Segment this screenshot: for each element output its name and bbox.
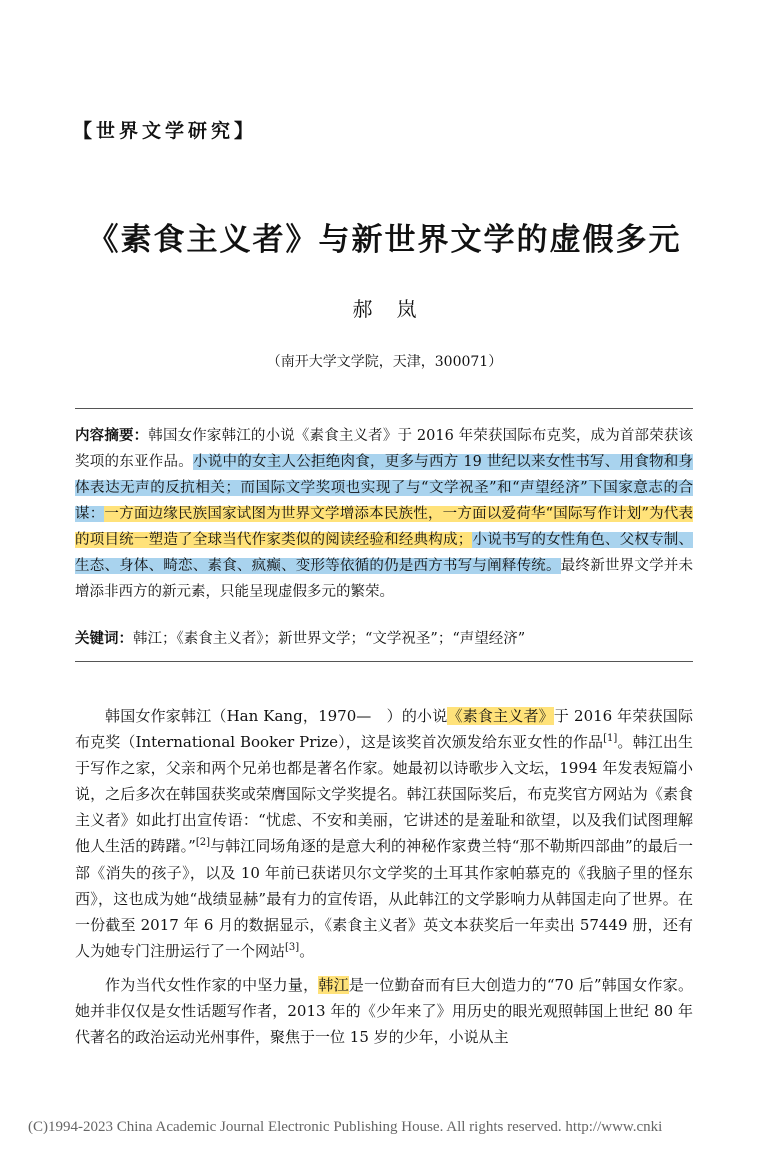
p1-text-a: 韩国女作家韩江（Han Kang，1970— ）的小说 xyxy=(105,707,448,725)
keywords xyxy=(75,628,693,650)
abstract-text-1: 韩国女作家韩江的小说《素食主义者》于 2016 年荣获国际布克奖，成为首部荣获该奖项的东亚作品。 xyxy=(75,428,693,470)
abstract-label: 内容摘要： xyxy=(75,428,149,444)
affiliation: （南开大学文学院，天津，300071） xyxy=(266,354,503,370)
p2-text-b: 是一位勤奋而有巨大创造力的“70 后”韩国女作家。她并非仅仅是女性话题写作者，2013 年的《少年来了》用历史的眼光观照韩国上世纪 80 年代著名的政治运动光州事件，聚焦于一位 15 岁的少年，小说从主 xyxy=(75,975,693,1047)
p2-highlight: 韩江 xyxy=(318,975,349,994)
body-text xyxy=(75,703,693,1050)
keywords-label: 关键词： xyxy=(75,631,133,647)
p1-text-b: 于 2016 年荣获国际布克奖（International Booker Prize），这是该奖首次颁发给东亚女性的作品 xyxy=(75,707,693,752)
abstract-highlight-yellow: 一方面边缘民族国家试图为世界文学增添本民族性，一方面以爱荷华“国际写作计划”为代表的项目统一塑造了全球当代作家类似的阅读经验和经典构成； xyxy=(75,506,694,548)
abstract-top-rule xyxy=(75,408,693,409)
footnote-ref-3: [3] xyxy=(285,941,300,953)
p1-highlight: 《素食主义者》 xyxy=(447,707,554,725)
body-paragraph-1 xyxy=(75,703,693,964)
abstract-highlight-blue-1: 小说中的女主人公拒绝肉食，更多与西方 19 世纪以来女性书写、用食物和身体表达无声的反抗相关；而国际文学奖项也实现了与“文学祝圣”和“声望经济”下国家意志的合谋： xyxy=(75,454,693,522)
abstract xyxy=(75,423,693,605)
footnote-ref-1: [1] xyxy=(603,733,618,745)
p2-text-a: 作为当代女性作家的中坚力量， xyxy=(105,975,319,994)
article-title: 《素食主义者》与新世界文学的虚假多元 xyxy=(87,222,682,258)
abstract-bottom-rule xyxy=(75,661,693,662)
keywords-text: 韩江；《素食主义者》；新世界文学；“文学祝圣”；“声望经济” xyxy=(133,631,526,647)
body-paragraph-2 xyxy=(75,972,693,1050)
p1-text-c: 。韩江出生于写作之家，父亲和两个兄弟也都是著名作家。她最初以诗歌步入文坛，1994 年发表短篇小说，之后多次在韩国获奖或荣膺国际文学奖提名。韩江获国际奖后，布克奖官方网站为《素食主义者》如此打出宣传语：“忧虑、不安和美丽，它讲述的是羞耻和欲望，以及我们试图理解他人生活的踌躇。” xyxy=(75,733,693,856)
copyright-footer: (C)1994-2023 China Academic Journal Electronic Publishing House. All rights reserved. http://www.cnki xyxy=(28,1119,663,1135)
column-tag: 【世界文学研究】 xyxy=(73,120,258,142)
p1-text-d: 与韩江同场角逐的是意大利的神秘作家费兰特“那不勒斯四部曲”的最后一部《消失的孩子》，以及 10 年前已获诺贝尔文学奖的土耳其作家帕慕克的《我脑子里的怪东西》，这也成为她“战绩显赫”最有力的宣传语，从此韩江的文学影响力从韩国走向了世界。在一份截至 2017 年 6 月的数据显示，《素食主义者》英文本获奖后一年卖出 57449 册，还有人为她专门注册运行了一个网站 xyxy=(75,837,694,960)
footnote-ref-2: [2] xyxy=(195,837,210,849)
author-name: 郝岚 xyxy=(352,297,441,321)
p1-text-e: 。 xyxy=(299,941,315,960)
abstract-highlight-blue-2: 小说书写的女性角色、父权专制、生态、身体、畸恋、素食、疯癫、变形等依循的仍是西方书写与阐释传统。 xyxy=(75,532,694,574)
abstract-text-5: 最终新世界文学并未增添非西方的新元素，只能呈现虚假多元的繁荣。 xyxy=(75,558,694,600)
